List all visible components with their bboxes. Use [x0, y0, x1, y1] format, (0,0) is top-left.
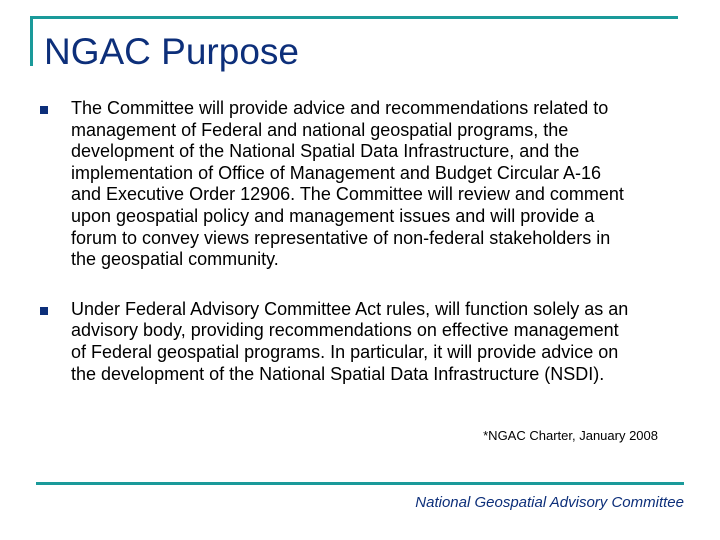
square-bullet-icon — [40, 307, 48, 315]
footer-organization-name: National Geospatial Advisory Committee — [415, 494, 684, 511]
footnote-citation: *NGAC Charter, January 2008 — [483, 428, 658, 443]
bullet-text: The Committee will provide advice and recommendations related to management of Federal and national geospatial programs, the development of the National Spatial Data Infrastructure, and the implementation of Office of Management and Budget Circular A-16 and Executive Order 12906. The Committee will review and comment upon geospatial policy and management issues and will provide a forum to convey views representative of non-federal stakeholders in the geospatial community. — [71, 98, 624, 270]
title-accent-line-vertical — [30, 16, 33, 66]
bullet-list — [40, 98, 696, 413]
title-accent-line-horizontal — [30, 16, 678, 19]
footer-accent-line — [36, 482, 684, 485]
bullet-item — [40, 98, 696, 271]
square-bullet-icon — [40, 106, 48, 114]
slide-title: NGAC Purpose — [44, 31, 299, 72]
bullet-text: Under Federal Advisory Committee Act rules, will function solely as an advisory body, providing recommendations on effective management of Federal geospatial programs. In particular, it will provide advice on the development of the National Spatial Data Infrastructure (NSDI). — [71, 298, 629, 384]
bullet-item — [40, 299, 696, 385]
